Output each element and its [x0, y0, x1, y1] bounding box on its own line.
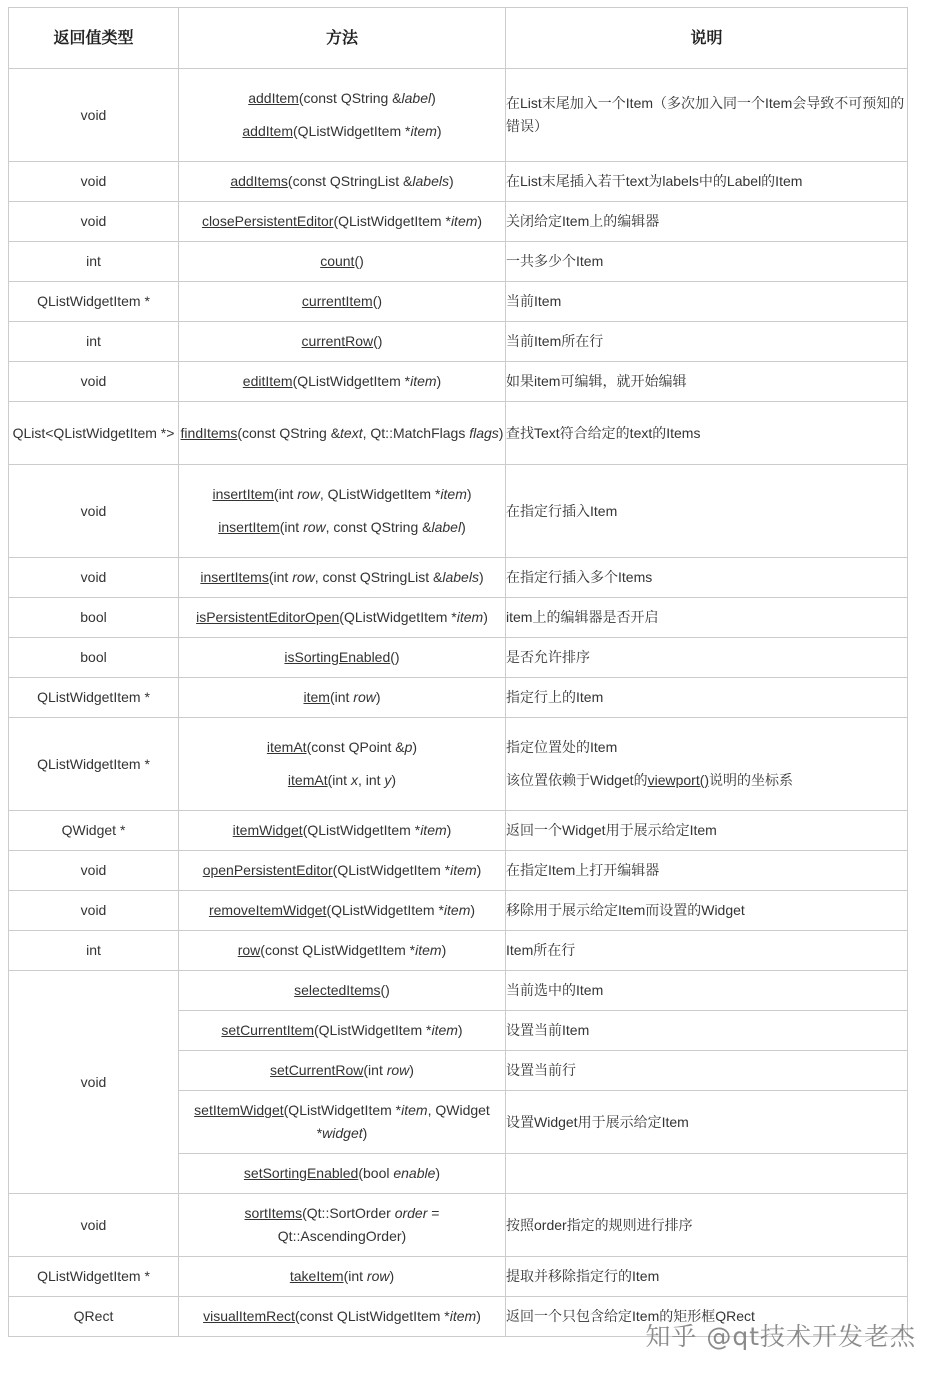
method-cell: [179, 1154, 506, 1194]
method-link[interactable]: itemWidget: [232, 822, 303, 838]
param-name: text: [340, 424, 363, 441]
table-row: [9, 1194, 908, 1257]
sig-text: (int: [343, 1268, 367, 1284]
method-signature: [179, 210, 505, 233]
method-link[interactable]: editItem: [242, 373, 293, 389]
description-cell: [506, 1154, 908, 1194]
method-signature: [179, 819, 505, 842]
sig-text: (QListWidgetItem *: [313, 1022, 432, 1038]
description-cell: [506, 402, 908, 465]
param-name: row: [386, 1062, 410, 1078]
sig-text: (QListWidgetItem *: [292, 373, 411, 389]
method-signature: [179, 606, 505, 629]
method-link[interactable]: setCurrentRow: [270, 1062, 364, 1078]
method-signature: [179, 1265, 505, 1288]
description-cell: [506, 1051, 908, 1091]
return-type-cell: void: [9, 465, 179, 558]
sig-text: ): [391, 772, 397, 788]
method-cell: [179, 931, 506, 971]
description-text: 当前Item所在行: [506, 333, 604, 349]
sig-text: (Qt::SortOrder: [302, 1205, 395, 1221]
sig-text: , QWidget *: [316, 1102, 490, 1141]
table-row: [9, 282, 908, 322]
description-cell: [506, 282, 908, 322]
sig-text: (int: [279, 519, 304, 535]
sig-text: (QListWidgetItem *: [339, 609, 457, 625]
sig-text: ): [498, 424, 504, 441]
description-text: 设置Widget用于展示给定Item: [506, 1113, 689, 1130]
header-method: 方法: [179, 8, 506, 69]
method-signature: [179, 516, 505, 539]
method-signature: [179, 120, 505, 143]
method-signature: [179, 1162, 505, 1185]
description-cell: [506, 242, 908, 282]
sig-text: ): [409, 1062, 414, 1078]
method-signature: [179, 979, 505, 1002]
method-link[interactable]: itemAt: [266, 739, 307, 755]
sig-text: 说明的坐标系: [709, 772, 794, 788]
param-name: enable: [393, 1165, 436, 1181]
method-link[interactable]: setCurrentItem: [221, 1022, 314, 1038]
sig-text: (bool: [358, 1165, 394, 1181]
sig-text: (int: [327, 772, 351, 788]
sig-text: ): [441, 942, 447, 958]
table-row: [9, 1257, 908, 1297]
method-cell: [179, 1194, 506, 1257]
return-type-cell: void: [9, 162, 179, 202]
sig-text: ): [483, 609, 488, 625]
method-cell: [179, 811, 506, 851]
sig-text: (int: [329, 689, 354, 705]
return-type-cell: void: [9, 891, 179, 931]
description-cell: [506, 202, 908, 242]
table-body: [9, 69, 908, 1337]
description-cell: [506, 678, 908, 718]
return-type-cell: QListWidgetItem *: [9, 1257, 179, 1297]
method-signature: [179, 646, 505, 669]
description-cell: [506, 971, 908, 1011]
sig-text: ): [389, 1268, 395, 1284]
return-type-cell: int: [9, 322, 179, 362]
line-gap: [179, 759, 505, 769]
return-type-cell: void: [9, 1194, 179, 1257]
description-text: 在List末尾插入若干text为labels中的Label的Item: [506, 173, 803, 189]
description-text: 返回一个只包含给定Item的矩形框QRect: [506, 1308, 755, 1324]
description-text: 在List末尾加入一个Item（多次加入同一个Item会导致不可预知的错误）: [506, 95, 905, 134]
sig-text: ): [435, 1165, 441, 1181]
sig-text: (QListWidgetItem *: [332, 862, 451, 878]
table-row: [9, 362, 908, 402]
table-row: [9, 931, 908, 971]
sig-text: (int: [363, 1062, 387, 1078]
param-name: label: [401, 90, 432, 106]
table-row: [9, 322, 908, 362]
description-text: 是否允许排序: [506, 649, 590, 665]
table-row: [9, 202, 908, 242]
param-name: p: [404, 739, 413, 755]
description-text: 移除用于展示给定Item而设置的Widget: [506, 902, 745, 918]
description-cell: [506, 891, 908, 931]
param-name: item: [420, 822, 447, 838]
method-cell: [179, 638, 506, 678]
return-type-cell: void: [9, 69, 179, 162]
method-cell: [179, 718, 506, 811]
description-text: 在指定行插入Item: [506, 502, 618, 519]
sig-text: ): [470, 902, 476, 918]
description-text: Item所在行: [506, 942, 576, 958]
method-link[interactable]: removeItemWidget: [208, 902, 327, 918]
description-cell: [506, 465, 908, 558]
param-name: labels: [442, 569, 479, 585]
description-text: 关闭给定Item上的编辑器: [506, 213, 660, 229]
param-name: item: [415, 942, 442, 958]
description-text: 查找Text符合给定的text的Items: [506, 424, 701, 441]
method-cell: [179, 402, 506, 465]
sig-text: , int: [357, 772, 385, 788]
description-cell: [506, 558, 908, 598]
table-row: [9, 598, 908, 638]
return-type-cell: void: [9, 202, 179, 242]
return-type-cell: bool: [9, 598, 179, 638]
param-name: item: [450, 213, 478, 229]
sig-text: 该位置依赖于Widget的: [506, 772, 648, 788]
method-signature: [179, 422, 505, 445]
description-cell: [506, 322, 908, 362]
table-row: [9, 971, 908, 1011]
method-cell: [179, 971, 506, 1011]
sig-text: ): [477, 213, 483, 229]
method-cell: [179, 322, 506, 362]
method-cell: [179, 1051, 506, 1091]
method-cell: [179, 162, 506, 202]
description-cell: [506, 362, 908, 402]
method-signature: [179, 736, 505, 759]
table-row: [9, 242, 908, 282]
method-link[interactable]: setSortingEnabled: [243, 1165, 359, 1181]
method-link[interactable]: isSortingEnabled: [284, 649, 391, 665]
return-type-cell: QListWidgetItem *: [9, 282, 179, 322]
method-signature: [179, 1099, 505, 1145]
description-cell: [506, 718, 908, 811]
method-signature: [179, 1305, 505, 1328]
param-name: item: [440, 486, 467, 502]
sig-text: (): [373, 333, 383, 349]
return-type-cell: int: [9, 931, 179, 971]
method-link[interactable]: row: [237, 942, 261, 958]
method-link[interactable]: itemAt: [287, 772, 328, 788]
sig-text: (): [380, 982, 390, 998]
method-signature: [179, 370, 505, 393]
method-signature: [179, 566, 505, 589]
param-name: widget: [322, 1125, 363, 1141]
sig-text: ): [431, 90, 436, 106]
method-cell: [179, 598, 506, 638]
method-link[interactable]: currentItem: [301, 293, 373, 309]
header-return-type: 返回值类型: [9, 8, 179, 69]
method-signature: [179, 686, 505, 709]
description-text: 在指定Item上打开编辑器: [506, 862, 660, 878]
method-signature: [179, 290, 505, 313]
description-cell: [506, 638, 908, 678]
description-cell: [506, 1257, 908, 1297]
param-name: row: [303, 519, 326, 535]
method-cell: [179, 678, 506, 718]
return-type-cell: void: [9, 851, 179, 891]
sig-text: ): [476, 1308, 481, 1324]
method-link[interactable]: count: [320, 253, 355, 269]
description-cell: [506, 598, 908, 638]
table-row: [9, 811, 908, 851]
method-signature: [179, 1059, 505, 1082]
method-link[interactable]: selectedItems: [294, 982, 381, 998]
param-name: row: [297, 486, 320, 502]
method-signature: [179, 939, 505, 962]
param-name: labels: [412, 173, 449, 189]
method-link[interactable]: insertItem: [218, 519, 280, 535]
return-type-cell: void: [9, 362, 179, 402]
table-row: [9, 678, 908, 718]
description-cell: [506, 1091, 908, 1154]
method-link[interactable]: takeItem: [289, 1268, 344, 1284]
table-row: [9, 162, 908, 202]
description-text: 指定行上的Item: [506, 689, 604, 705]
sig-text: ): [436, 123, 442, 139]
return-type-cell: bool: [9, 638, 179, 678]
method-cell: [179, 851, 506, 891]
param-name: y: [384, 772, 392, 788]
method-cell: [179, 202, 506, 242]
method-signature: [179, 330, 505, 353]
return-type-cell: QListWidgetItem *: [9, 718, 179, 811]
sig-text: , QListWidgetItem *: [319, 486, 441, 502]
param-name: label: [431, 519, 462, 535]
table-row: [9, 891, 908, 931]
method-signature: [179, 859, 505, 882]
method-signature: [179, 170, 505, 193]
description-text: 设置当前Item: [506, 1022, 590, 1038]
description-cell: [506, 931, 908, 971]
sig-text: ): [412, 739, 418, 755]
description-cell: [506, 162, 908, 202]
description-text: 在指定行插入多个Items: [506, 569, 653, 585]
sig-text: (): [390, 649, 400, 665]
method-link[interactable]: addItem: [248, 90, 299, 106]
return-type-cell: QRect: [9, 1297, 179, 1337]
description-text: 当前选中的Item: [506, 982, 604, 998]
sig-text: (const QPoint &: [306, 739, 405, 755]
sig-text: ): [478, 569, 484, 585]
param-name: item: [456, 609, 484, 625]
sig-text: , const QStringList &: [314, 569, 443, 585]
table-row: [9, 69, 908, 162]
sig-text: ): [446, 822, 452, 838]
method-link[interactable]: sortItems: [244, 1205, 303, 1221]
param-name: item: [401, 1102, 428, 1118]
sig-text: ): [449, 173, 454, 189]
description-cell: [506, 851, 908, 891]
method-signature: [179, 250, 505, 273]
method-cell: [179, 69, 506, 162]
return-type-cell: QList<QListWidgetItem *>: [9, 402, 179, 465]
table-row: [9, 851, 908, 891]
param-name: row: [292, 569, 315, 585]
sig-text: (const QStringList &: [287, 173, 413, 189]
method-signature: [179, 483, 505, 506]
param-name: item: [410, 373, 437, 389]
method-cell: [179, 282, 506, 322]
method-link[interactable]: addItems: [230, 173, 288, 189]
watermark: 知乎 @qt技术开发老杰: [645, 1322, 916, 1351]
method-link[interactable]: openPersistentEditor: [202, 862, 333, 878]
return-type-cell: QListWidgetItem *: [9, 678, 179, 718]
table-row: [9, 402, 908, 465]
header-row: [9, 8, 908, 69]
method-link[interactable]: insertItems: [200, 569, 269, 585]
param-name: x: [350, 772, 358, 788]
description-text: 当前Item: [506, 293, 562, 309]
sig-text: (QListWidgetItem *: [326, 902, 444, 918]
method-link[interactable]: insertItem: [212, 486, 274, 502]
description-text: 设置当前行: [506, 1062, 576, 1078]
param-name: order: [394, 1205, 428, 1221]
sig-text: , const QString &: [325, 519, 432, 535]
method-cell: [179, 1297, 506, 1337]
sig-text: (const QListWidgetItem *: [294, 1308, 450, 1324]
method-cell: [179, 1011, 506, 1051]
sig-text: (const QListWidgetItem *: [260, 942, 416, 958]
method-cell: [179, 242, 506, 282]
method-link[interactable]: item: [303, 689, 330, 705]
sig-text: ): [457, 1022, 463, 1038]
description-cell: [506, 811, 908, 851]
sig-text: , Qt::MatchFlags: [362, 424, 470, 441]
description-text: 按照order指定的规则进行排序: [506, 1216, 693, 1233]
description-cell: [506, 1011, 908, 1051]
method-link[interactable]: visualItemRect: [203, 1308, 295, 1324]
method-signature: [179, 899, 505, 922]
param-name: row: [366, 1268, 390, 1284]
method-signature: [179, 87, 505, 110]
description-text: [506, 769, 907, 792]
api-table: [8, 7, 908, 1337]
param-name: item: [410, 123, 437, 139]
sig-text: (int: [273, 486, 298, 502]
return-type-cell: void: [9, 971, 179, 1194]
description-text: 如果item可编辑，就开始编辑: [506, 373, 687, 389]
table-row: [9, 638, 908, 678]
return-type-cell: QWidget *: [9, 811, 179, 851]
sig-text: (): [372, 293, 383, 309]
line-gap: [179, 506, 505, 516]
method-cell: [179, 1257, 506, 1297]
header-description: 说明: [506, 8, 908, 69]
method-link[interactable]: closePersistentEditor: [201, 213, 334, 229]
param-name: flags: [469, 424, 499, 441]
sig-text: ): [362, 1125, 368, 1141]
param-name: item: [450, 862, 477, 878]
method-signature: [179, 1202, 505, 1248]
description-text: item上的编辑器是否开启: [506, 609, 659, 625]
sig-text: ): [436, 373, 442, 389]
method-link[interactable]: findItems: [180, 424, 238, 441]
table-row: [9, 718, 908, 811]
param-name: row: [353, 689, 376, 705]
sig-text: (QListWidgetItem *: [283, 1102, 402, 1118]
sig-text: (): [354, 253, 364, 269]
inline-link[interactable]: viewport(): [647, 772, 710, 788]
sig-text: (int: [268, 569, 293, 585]
param-name: item: [431, 1022, 458, 1038]
return-type-cell: void: [9, 558, 179, 598]
line-gap: [179, 110, 505, 120]
param-name: item: [449, 1308, 477, 1324]
sig-text: (const QString &: [237, 424, 341, 441]
method-cell: [179, 558, 506, 598]
sig-text: (QListWidgetItem *: [302, 822, 421, 838]
method-cell: [179, 362, 506, 402]
sig-text: (QListWidgetItem *: [292, 123, 411, 139]
table-row: [9, 465, 908, 558]
description-cell: [506, 69, 908, 162]
method-link[interactable]: isPersistentEditorOpen: [196, 609, 340, 625]
method-signature: [179, 769, 505, 792]
return-type-cell: int: [9, 242, 179, 282]
description-text: 返回一个Widget用于展示给定Item: [506, 822, 717, 838]
sig-text: (QListWidgetItem *: [333, 213, 451, 229]
sig-text: ): [461, 519, 466, 535]
sig-text: ): [375, 689, 381, 705]
method-cell: [179, 1091, 506, 1154]
method-link[interactable]: addItem: [242, 123, 293, 139]
method-cell: [179, 465, 506, 558]
param-name: item: [443, 902, 471, 918]
table-row: [9, 558, 908, 598]
description-text: 提取并移除指定行的Item: [506, 1268, 660, 1284]
method-link[interactable]: setItemWidget: [194, 1102, 284, 1118]
sig-text: = Qt::AscendingOrder): [277, 1205, 440, 1244]
sig-text: ): [476, 862, 482, 878]
method-signature: [179, 1019, 505, 1042]
method-cell: [179, 891, 506, 931]
description-cell: [506, 1194, 908, 1257]
method-link[interactable]: currentRow: [301, 333, 374, 349]
description-text: 指定位置处的Item: [506, 739, 618, 755]
line-gap: [506, 759, 907, 769]
sig-text: (const QString &: [298, 90, 402, 106]
sig-text: ): [466, 486, 472, 502]
description-text: 一共多少个Item: [506, 253, 604, 269]
